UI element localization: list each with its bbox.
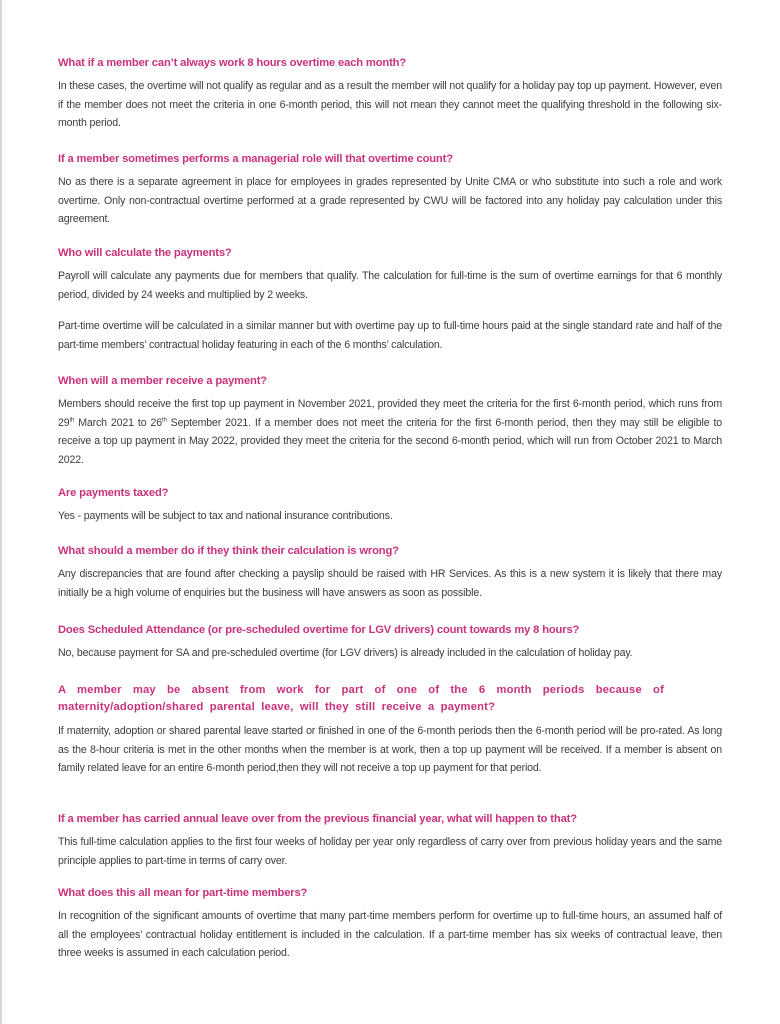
faq-question: Does Scheduled Attendance (or pre-scheduled overtime for LGV drivers) count towards my 8 hours?: [58, 624, 580, 636]
answer-text: Members should receive the first top up payment in November 2021, provided they meet the criteria for the first 6-month period, which runs from 29: [58, 398, 722, 429]
faq-item-who-calculates: [58, 246, 722, 354]
faq-question: If a member sometimes performs a managerial role will that overtime count?: [58, 153, 453, 165]
faq-answer: In recognition of the significant amounts of overtime that many part-time members perform for overtime up to full-time hours, an assumed half of all the employees’ contractual holiday entitlement is included in the calculation. If a part-time member has six weeks of contractual leave, then three weeks is assumed in each calculation period.: [58, 910, 722, 959]
faq-item-part-time-members: [58, 886, 722, 963]
faq-item-scheduled-attendance: [58, 623, 722, 663]
faq-question: Are payments taxed?: [58, 487, 169, 499]
faq-item-payment-timing: [58, 374, 722, 469]
faq-item-family-leave: [58, 682, 722, 778]
faq-answer: Yes - payments will be subject to tax and national insurance contributions.: [58, 510, 393, 522]
answer-text: March 2021 to 26: [74, 416, 162, 429]
ordinal-suffix: th: [69, 416, 75, 423]
faq-answer: [58, 395, 722, 469]
faq-question: What does this all mean for part-time members?: [58, 887, 308, 899]
faq-item-carried-leave: [58, 812, 722, 870]
faq-question: When will a member receive a payment?: [58, 375, 267, 387]
ordinal-suffix: th: [161, 416, 167, 423]
faq-item-irregular-overtime: [58, 56, 722, 133]
answer-text: September 2021. If a member does not meet the criteria for the first 6-month period, then they may still be eligible to receive a top up payment in May 2022, provided they meet the criteria for the second 6-month period, which will run from October 2021 to March 2022.: [58, 416, 722, 466]
faq-question: If a member has carried annual leave over from the previous financial year, what will happen to that?: [58, 813, 577, 825]
faq-answer: Any discrepancies that are found after checking a payslip should be raised with HR Services. As this is a new system it is likely that there may initially be a high volume of enquiries but the business will have answers as soon as possible.: [58, 568, 722, 599]
faq-answer: If maternity, adoption or shared parental leave started or finished in one of the 6-month periods then the 6-month period will be pro-rated. As long as the 8-hour criteria is met in the other months when the member is at work, then a top up payment will be received. If a member is absent on family related leave for an entire 6-month period,then they will not receive a top up payment for that period.: [58, 725, 722, 774]
faq-question: What should a member do if they think their calculation is wrong?: [58, 545, 399, 557]
faq-item-taxation: [58, 486, 722, 526]
faq-question: What if a member can’t always work 8 hours overtime each month?: [58, 57, 407, 69]
faq-answer: Payroll will calculate any payments due for members that qualify. The calculation for full-time is the sum of overtime earnings for that 6 monthly period, divided by 24 weeks and multiplied by 2 weeks.: [58, 270, 722, 301]
faq-answer: No as there is a separate agreement in place for employees in grades represented by Unite CMA or who substitute into such a role and work overtime. Only non-contractual overtime performed at a grade represented by CWU will be factored into any holiday pay calculation under this agreement.: [58, 176, 722, 225]
faq-answer: In these cases, the overtime will not qualify as regular and as a result the member will not qualify for a holiday pay top up payment. However, even if the member does not meet the criteria in one 6-month period, this will not mean they cannot meet the qualifying threshold in the following six-month period.: [58, 80, 722, 129]
page-edge-divider: [0, 0, 2, 1024]
faq-answer: No, because payment for SA and pre-scheduled overtime (for LGV drivers) is already included in the calculation of holiday pay.: [58, 647, 633, 659]
faq-answer: This full-time calculation applies to the first four weeks of holiday per year only regardless of carry over from previous holiday years and the same principle applies to part-time in terms of carry over.: [58, 836, 722, 867]
faq-item-managerial-role: [58, 152, 722, 229]
faq-answer: Part-time overtime will be calculated in a similar manner but with overtime pay up to full-time hours paid at the single standard rate and half of the part-time members’ contractual holiday featuring in each of the 6 months’ calculation.: [58, 320, 722, 351]
faq-question: A member may be absent from work for part of one of the 6 month periods because of maternity/adoption/shared parental leave, will they still receive a payment?: [58, 684, 664, 713]
faq-item-wrong-calculation: [58, 544, 722, 602]
faq-question: Who will calculate the payments?: [58, 247, 232, 259]
